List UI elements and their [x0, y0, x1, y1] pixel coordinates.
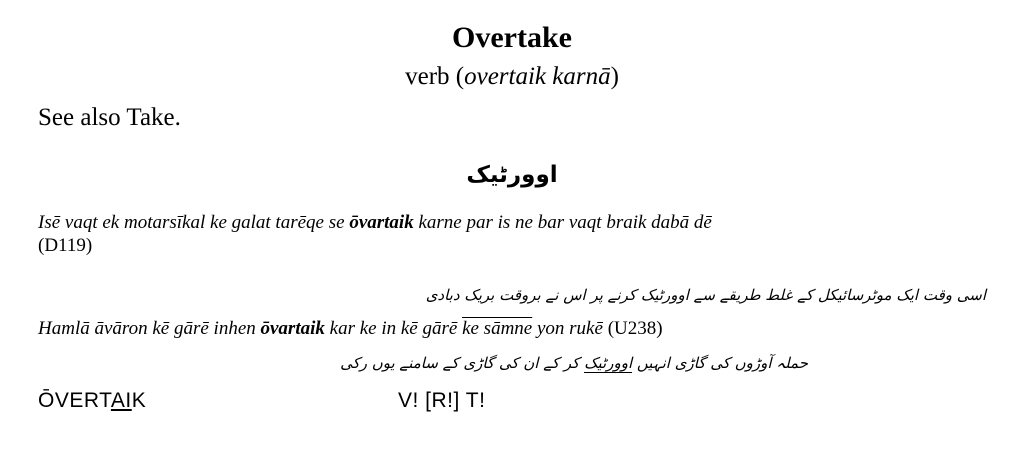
headword-prefix: ŌVERT — [38, 389, 111, 412]
example-2-urdu — [300, 352, 808, 374]
entry-title: Overtake — [452, 21, 572, 54]
example-1-urdu-keyword: اوورٹیک — [640, 286, 689, 304]
see-also: See also Take. — [38, 104, 181, 131]
example-2-overlined-text: ke sāmne — [462, 318, 533, 339]
subtitle-prefix: verb ( — [405, 63, 465, 90]
entry-subtitle — [0, 62, 1024, 92]
example-2-urdu-after: کر کے ان کی گاڑی کے سامنے یوں رکی — [340, 354, 585, 372]
example-1-urdu-before: اسی وقت ایک موٹرسائیکل کے غلط طریقے سے — [688, 286, 986, 304]
example-2-urdu-keyword: اوورٹیک — [584, 354, 633, 372]
example-1-urdu-after: کرنے پر اس نے بروقت بریک دبادی — [425, 286, 641, 304]
stress-headword — [38, 388, 146, 414]
example-1-urdu — [300, 284, 986, 306]
example-1-text-before: Isē vaqt ek motarsīkal ke galat tarēqe se — [38, 212, 350, 233]
subtitle-transliteration: overtaik karnā — [464, 63, 611, 90]
subtitle-suffix: ) — [610, 63, 619, 90]
example-1-latin — [38, 212, 988, 234]
example-2-urdu-before: حملہ آوڑوں کی گاڑی انہیں — [632, 354, 808, 372]
example-2-keyword: ōvartaik — [260, 318, 325, 339]
example-1-reference: (D119) — [38, 235, 93, 256]
example-2-text-before: Hamlā āvāron kē gārē inhen — [38, 318, 261, 339]
example-1-text-after: karne par is ne bar vaqt braik dabā dē — [413, 212, 712, 233]
headword-suffix: K — [131, 389, 147, 412]
stress-pattern: V! [R!] T! — [398, 389, 486, 412]
example-2-latin — [38, 318, 988, 340]
example-2-text-middle: kar ke in kē gārē — [324, 318, 463, 339]
headword-underlined: AI — [110, 389, 132, 412]
example-2-text-after: yon rukē — [532, 318, 608, 339]
example-2-reference: (U238) — [607, 318, 663, 339]
example-1-keyword: ōvartaik — [349, 212, 414, 233]
urdu-headword: اوورٹیک — [466, 162, 558, 188]
